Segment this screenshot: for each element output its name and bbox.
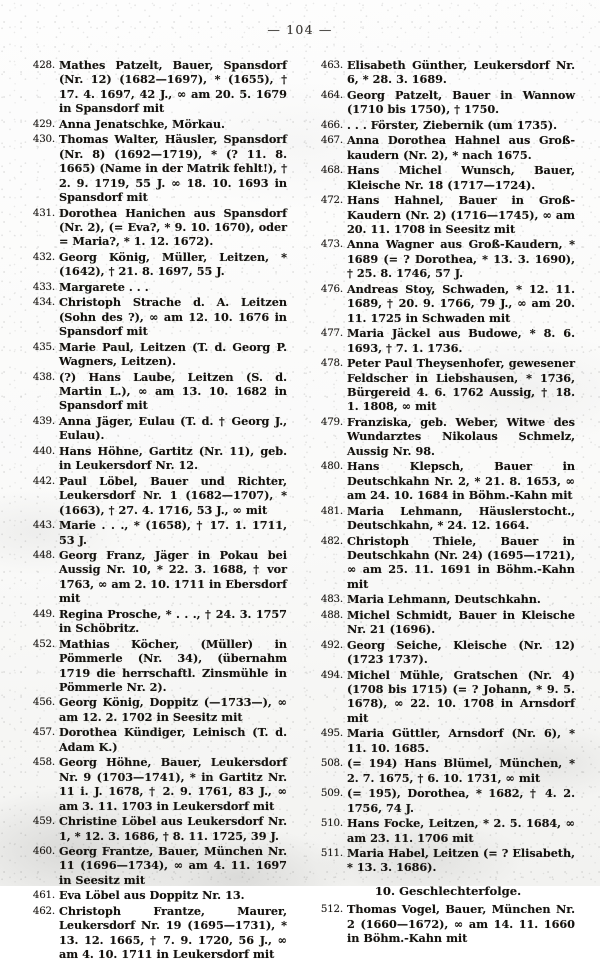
register-entry <box>314 816 582 845</box>
register-entry <box>314 356 582 414</box>
entry-text: Michel Schmidt, Bauer in Kleische Nr. 21 (1696). <box>347 607 575 637</box>
register-entry <box>26 117 294 131</box>
entry-number: 495. <box>320 727 343 740</box>
register-entry <box>26 888 294 902</box>
entry-text: Georg König, Doppitz (—1733—), ∞ am 12. 2. 1702 in Seesitz mit <box>59 695 287 724</box>
entry-number: 468. <box>320 164 343 177</box>
entry-number: 452. <box>32 637 55 650</box>
entry-text: Paul Löbel, Bauer und Richter, Leukersdorf Nr. 1 (1682—1707), * (1663), † 27. 4. 1716, 53 J., ∞ mit <box>59 473 287 517</box>
entry-number: 456. <box>32 696 55 709</box>
entry-text: . . . Förster, Ziebernik (um 1735). <box>347 117 557 132</box>
entry-number: 438. <box>32 370 55 383</box>
register-entry <box>314 668 582 726</box>
register-entry <box>314 902 582 945</box>
entry-number: 448. <box>32 548 55 561</box>
entry-text: Georg Seiche, Kleische (Nr. 12) (1723 1737). <box>347 637 575 667</box>
register-entry <box>314 534 582 592</box>
register-entry <box>26 844 294 887</box>
entry-number: 463. <box>320 59 343 71</box>
register-entry <box>26 132 294 204</box>
entry-text: Maria Jäckel aus Budowe, * 8. 6. 1693, † 7. 1. 1736. <box>347 326 575 355</box>
entry-number: 439. <box>32 414 55 427</box>
register-entry <box>314 608 582 637</box>
entry-number: 488. <box>320 608 343 621</box>
entry-text: Franziska, geb. Weber, Witwe des Wundarztes Nikolaus Schmelz, Aussig Nr. 98. <box>347 414 575 458</box>
register-entry <box>26 295 294 338</box>
register-entry <box>314 846 582 875</box>
entry-text: (?) Hans Laube, Leitzen (S. d. Martin L.), ∞ am 13. 10. 1682 in Spansdorf mit <box>59 369 287 413</box>
entry-number: 457. <box>32 726 55 739</box>
entry-text: Anna Wagner aus Groß-Kaudern, * 1689 (= ? Dorothea, * 13. 3. 1690), † 25. 8. 1746, 57 J. <box>347 237 575 281</box>
register-entry <box>314 592 582 606</box>
register-entry <box>314 326 582 355</box>
entry-text: Hans Michel Wunsch, Bauer, Kleische Nr. 18 (1717—1724). <box>347 163 575 192</box>
register-entry <box>314 88 582 117</box>
entry-text: Marie Paul, Leitzen (T. d. Georg P. Wagners, Leitzen). <box>59 339 287 369</box>
register-entry <box>26 755 294 813</box>
entry-number: 428. <box>32 59 55 71</box>
entry-text: Hans Hahnel, Bauer in Groß-Kaudern (Nr. 2) (1716—1745), ∞ am 20. 11. 1708 in Seesitz mit <box>347 193 575 236</box>
register-entry <box>26 414 294 443</box>
entry-number: 464. <box>320 88 343 101</box>
entry-text: Dorothea Kündiger, Leinisch (T. d. Adam K.) <box>59 725 287 754</box>
entry-number: 483. <box>320 593 343 606</box>
entry-text: Mathes Patzelt, Bauer, Spansdorf (Nr. 12) (1682—1697), * (1655), † 17. 4. 1697, 42 J., ∞ am 20. 5. 1679 in Spansdorf mit <box>59 58 287 116</box>
entry-number: 492. <box>320 638 343 651</box>
entry-text: Maria Lehmann, Deutschkahn. <box>347 592 541 607</box>
entry-number: 460. <box>32 845 55 858</box>
entry-number: 476. <box>320 282 343 295</box>
entry-number: 433. <box>32 280 55 293</box>
entry-text: Christoph Frantze, Maurer, Leukersdorf Nr. 19 (1695—1731), * 13. 12. 1665, † 7. 9. 1720, 56 J., ∞ am 4. 10. 1711 in Leukersdorf mit <box>59 903 287 962</box>
entry-number: 479. <box>320 415 343 428</box>
entry-text: Margarete . . . <box>59 279 149 294</box>
entry-text: Eva Löbel aus Doppitz Nr. 13. <box>59 888 245 903</box>
entry-text: Michel Mühle, Gratschen (Nr. 4) (1708 bis 1715) (= ? Johann, * 9. 5. 1678), ∞ 22. 10. 1708 in Arnsdorf mit <box>347 667 575 725</box>
register-entry <box>26 904 294 962</box>
register-entry <box>26 250 294 279</box>
entry-text: (= 194) Hans Blümel, München, * 2. 7. 1675, † 6. 10. 1731, ∞ mit <box>347 756 575 785</box>
entry-number: 477. <box>320 327 343 340</box>
entry-number: 482. <box>320 534 343 547</box>
entry-text: Andreas Stoy, Schwaden, * 12. 11. 1689, † 20. 9. 1766, 79 J., ∞ am 20. 11. 1725 in Schwaden mit <box>347 281 575 325</box>
entry-text: Christine Löbel aus Leukersdorf Nr. 1, * 12. 3. 1686, † 8. 11. 1725, 39 J. <box>59 814 287 843</box>
entry-text: Maria Lehmann, Häuslerstocht., Deutschkahn, * 24. 12. 1664. <box>347 503 575 533</box>
entry-number: 435. <box>32 340 55 353</box>
entry-number: 472. <box>320 194 343 207</box>
entry-number: 510. <box>320 817 343 830</box>
entry-number: 429. <box>32 117 55 130</box>
entry-number: 449. <box>32 607 55 620</box>
register-entry <box>26 340 294 369</box>
section-heading: 10. Geschlechterfolge. <box>374 883 522 898</box>
entry-text: Marie . . ., * (1658), † 17. 1. 1711, 53 J. <box>59 518 287 547</box>
register-entry <box>26 518 294 547</box>
entry-text: Elisabeth Günther, Leukersdorf Nr. 6, * 28. 3. 1689. <box>347 58 575 87</box>
register-entry <box>26 548 294 606</box>
entry-text: Thomas Vogel, Bauer, München Nr. 2 (1660—1672), ∞ am 14. 11. 1660 in Böhm.-Kahn mit <box>347 902 575 946</box>
register-entry <box>26 725 294 754</box>
entry-number: 466. <box>320 118 343 131</box>
register-entry <box>26 444 294 473</box>
entry-text: (= 195), Dorothea, * 1682, † 4. 2. 1756, 74 J. <box>347 786 575 815</box>
entry-number: 432. <box>32 250 55 263</box>
entry-number: 508. <box>320 757 343 770</box>
register-entry <box>314 638 582 667</box>
entry-text: Hans Klepsch, Bauer in Deutschkahn Nr. 2, * 21. 8. 1653, ∞ am 24. 10. 1684 in Böhm.-Kahn mit <box>347 459 575 503</box>
entry-number: 431. <box>32 206 55 219</box>
entry-text: Peter Paul Theysenhofer, gewesener Feldscher in Liebshausen, * 1736, Bürgereid 4. 6. 1762 Aussig, † 18. 1. 1808, ∞ mit <box>347 356 575 414</box>
two-column-body <box>26 58 582 962</box>
entry-text: Regina Prosche, * . . ., † 24. 3. 1757 in Schöbritz. <box>59 606 287 636</box>
entry-number: 511. <box>320 847 343 860</box>
entry-text: Georg König, Müller, Leitzen, * (1642), † 21. 8. 1697, 55 J. <box>59 249 287 279</box>
register-entry <box>314 193 582 236</box>
entry-text: Dorothea Hanichen aus Spansdorf (Nr. 2), (= Eva?, * 9. 10. 1670), oder = Maria?, * 1. 12. 1672). <box>59 205 287 249</box>
register-entry <box>314 58 582 87</box>
entry-text: Thomas Walter, Häusler, Spansdorf (Nr. 8) (1692—1719), * (? 11. 8. 1665) (Name in der Matrik fehlt!), † 2. 9. 1719, 55 J. ∞ 18. 10. 1693 in Spansdorf mit <box>59 132 287 205</box>
register-entry <box>26 58 294 116</box>
entry-number: 467. <box>320 134 343 147</box>
entry-number: 461. <box>32 889 55 902</box>
entry-text: Christoph Thiele, Bauer in Deutschkahn (Nr. 24) (1695—1721), ∞ am 25. 11. 1691 in Böhm.-Kahn mit <box>347 533 575 591</box>
entry-number: 473. <box>320 238 343 251</box>
entry-text: Maria Güttler, Arnsdorf (Nr. 6), * 11. 10. 1685. <box>347 726 575 755</box>
register-entry <box>314 415 582 458</box>
entry-number: 481. <box>320 504 343 517</box>
register-entry <box>314 133 582 162</box>
entry-number: 458. <box>32 756 55 769</box>
register-entry <box>314 118 582 132</box>
page-number: — 104 — <box>267 22 333 37</box>
entry-number: 459. <box>32 815 55 828</box>
entry-number: 434. <box>32 296 55 309</box>
entry-text: Georg Höhne, Bauer, Leukersdorf Nr. 9 (1703—1741), * in Gartitz Nr. 11 i. J. 1678, † 2. 9. 1761, 83 J., ∞ am 3. 11. 1703 in Leukersdorf mit <box>59 755 287 813</box>
register-entry <box>314 163 582 192</box>
register-entry <box>314 504 582 533</box>
register-entry <box>314 237 582 280</box>
entry-text: Maria Habel, Leitzen (= ? Elisabeth, * 13. 3. 1686). <box>347 846 575 875</box>
entry-text: Anna Dorothea Hahnel aus Groß-kaudern (Nr. 2), * nach 1675. <box>347 133 575 162</box>
register-entry <box>26 206 294 249</box>
entry-number: 512. <box>320 903 343 916</box>
register-entry <box>26 280 294 294</box>
entry-number: 430. <box>32 133 55 146</box>
entry-number: 478. <box>320 357 343 370</box>
register-entry <box>314 459 582 502</box>
register-entry <box>26 370 294 413</box>
entry-text: Anna Jäger, Eulau (T. d. † Georg J., Eulau). <box>59 413 287 443</box>
register-entry <box>314 786 582 815</box>
entry-text: Hans Focke, Leitzen, * 2. 5. 1684, ∞ am 23. 11. 1706 mit <box>347 816 575 845</box>
register-entry <box>26 637 294 695</box>
entry-text: Georg Patzelt, Bauer in Wannow (1710 bis 1750), † 1750. <box>347 87 575 117</box>
register-entry <box>26 695 294 724</box>
entry-text: Mathias Köcher, (Müller) in Pömmerle (Nr. 34), (übernahm 1719 die herrschaftl. Zinsmühle in Pömmerle Nr. 2). <box>59 636 287 695</box>
entry-number: 480. <box>320 460 343 473</box>
register-entry <box>26 607 294 636</box>
entry-text: Georg Franz, Jäger in Pokau bei Aussig Nr. 10, * 22. 3. 1688, † vor 1763, ∞ am 2. 10. 1711 in Ebersdorf mit <box>59 547 287 606</box>
entry-number: 440. <box>32 444 55 457</box>
entry-text: Georg Frantze, Bauer, München Nr. 11 (1696—1734), ∞ am 4. 11. 1697 in Seesitz mit <box>59 844 287 887</box>
register-entry <box>26 474 294 517</box>
register-entry <box>26 814 294 843</box>
register-entry <box>314 282 582 325</box>
register-entry <box>314 756 582 785</box>
right-column <box>314 58 582 946</box>
entry-number: 494. <box>320 668 343 681</box>
entry-number: 462. <box>32 904 55 917</box>
entry-number: 442. <box>32 474 55 487</box>
register-entry <box>314 726 582 755</box>
entry-number: 509. <box>320 787 343 800</box>
entry-number: 443. <box>32 519 55 532</box>
entry-text: Christoph Strache d. A. Leitzen (Sohn des ?), ∞ am 12. 10. 1676 in Spansdorf mit <box>59 295 287 339</box>
entry-text: Anna Jenatschke, Mörkau. <box>59 116 225 131</box>
entry-text: Hans Höhne, Gartitz (Nr. 11), geb. in Leukersdorf Nr. 12. <box>59 443 287 473</box>
left-column <box>26 58 294 962</box>
